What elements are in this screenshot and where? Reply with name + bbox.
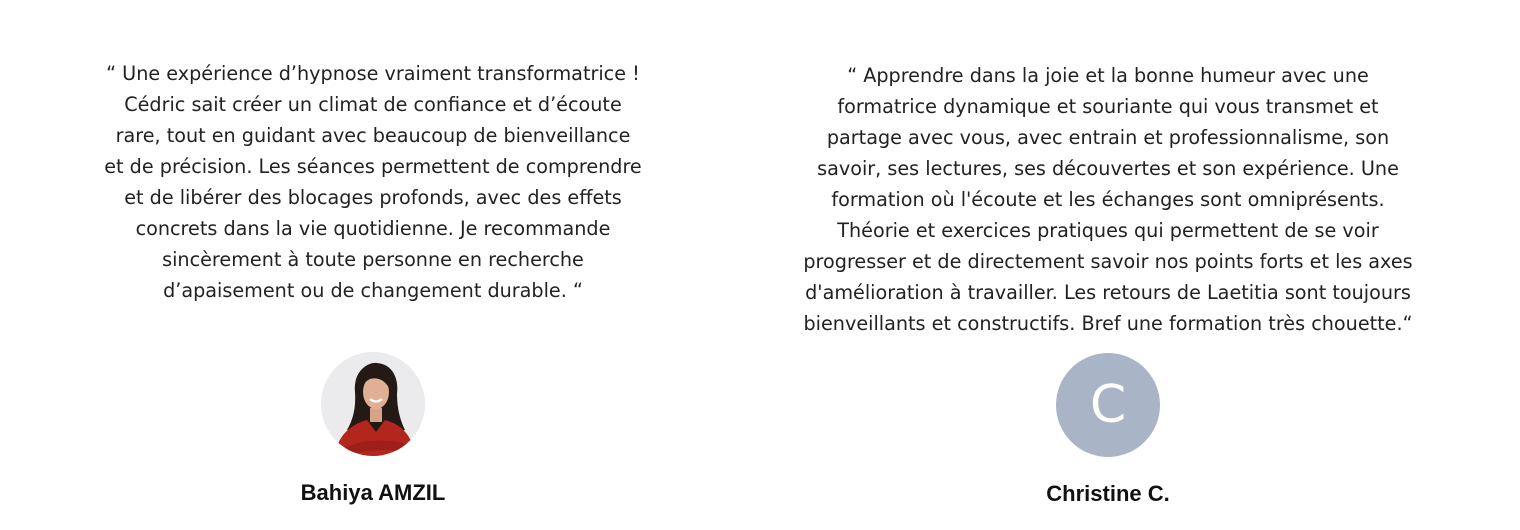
avatar-initial <box>1056 353 1160 457</box>
quote-line: sincèrement à toute personne en recherche <box>162 248 584 271</box>
avatar-initial-letter: C <box>1089 375 1127 435</box>
testimonial-quote <box>104 0 641 306</box>
quote-line: bienveillants et constructifs. Bref une formation très chouette.“ <box>803 312 1413 335</box>
quote-line: formation où l'écoute et les échanges sont omniprésents. <box>831 188 1385 211</box>
quote-line: “ Apprendre dans la joie et la bonne humeur avec une <box>847 64 1369 87</box>
quote-line: rare, tout en guidant avec beaucoup de bienveillance <box>115 124 631 147</box>
woman-portrait-icon <box>321 352 425 456</box>
quote-line: concrets dans la vie quotidienne. Je recommande <box>135 217 611 240</box>
testimonial-card-christine <box>740 0 1476 507</box>
quote-line: savoir, ses lectures, ses découvertes et son expérience. Une <box>817 157 1399 180</box>
quote-line: et de précision. Les séances permettent de comprendre <box>104 155 642 178</box>
author-name: Bahiya AMZIL <box>300 480 446 505</box>
quote-line: progresser et de directement savoir nos points forts et les axes <box>803 250 1413 273</box>
quote-line: Théorie et exercices pratiques qui permettent de se voir <box>837 219 1379 242</box>
quote-line: partage avec vous, avec entrain et professionnalisme, son <box>826 126 1390 149</box>
testimonial-card-bahiya <box>40 0 706 506</box>
author-name: Christine C. <box>1046 481 1170 506</box>
quote-line: d’apaisement ou de changement durable. “ <box>163 279 583 302</box>
testimonial-quote <box>803 0 1412 339</box>
quote-line: formatrice dynamique et souriante qui vous transmet et <box>837 95 1379 118</box>
quote-line: et de libérer des blocages profonds, avec des effets <box>124 186 622 209</box>
quote-line: “ Une expérience d’hypnose vraiment transformatrice ! <box>106 62 640 85</box>
avatar-photo <box>321 352 425 456</box>
quote-line: d'amélioration à travailler. Les retours de Laetitia sont toujours <box>805 281 1411 304</box>
quote-line: Cédric sait créer un climat de confiance et d’écoute <box>124 93 622 116</box>
